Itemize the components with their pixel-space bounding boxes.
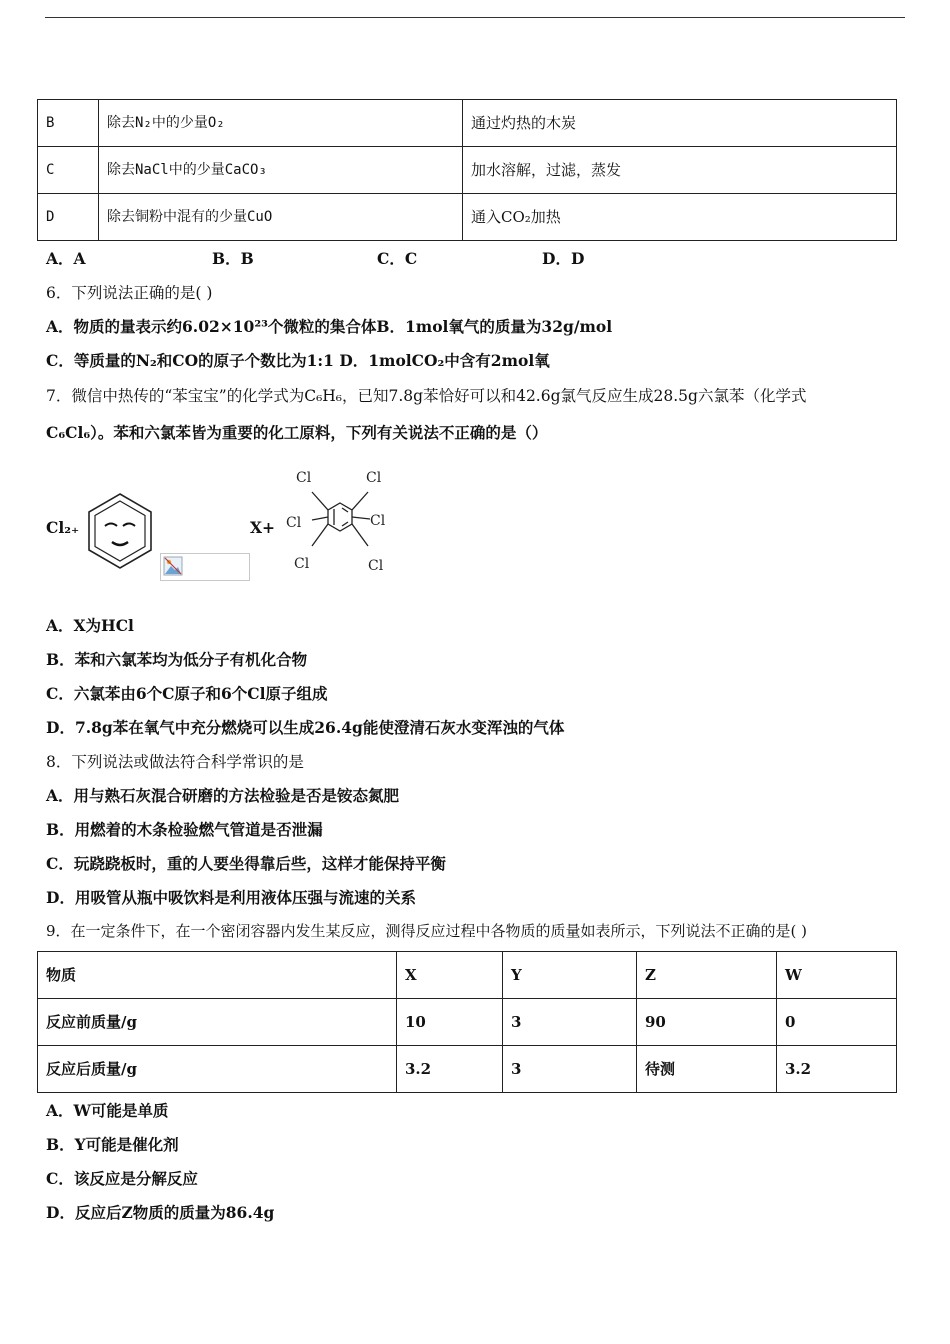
q7-stem-line1: 7．微信中热传的“苯宝宝”的化学式为C₆H₆，已知7.8g苯恰好可以和42.6g氯气反应生成28.5g六氯苯（化学式 [46, 387, 807, 405]
reaction-product-label: X+ [250, 518, 276, 537]
header-cell: Z [637, 952, 777, 999]
table-header-row [38, 952, 897, 999]
hexachlorobenzene-structure [278, 462, 398, 578]
row-purpose: 除去铜粉中混有的少量CuO [99, 194, 463, 241]
table-cell: 反应前质量/g [38, 999, 397, 1046]
row-method: 通入CO₂加热 [463, 194, 897, 241]
row-letter: C [38, 147, 99, 194]
row-method: 加水溶解，过滤，蒸发 [463, 147, 897, 194]
row-letter: B [38, 100, 99, 147]
q5-option-b: B．B [212, 249, 254, 268]
benzene-structure [84, 490, 156, 572]
q9-option-c: C．该反应是分解反应 [46, 1169, 198, 1188]
table-cell: 3 [503, 1046, 637, 1093]
q7-option-c: C．六氯苯由6个C原子和6个Cl原子组成 [46, 684, 328, 703]
reaction-reactant-label: Cl₂₊ [46, 518, 80, 537]
header-cell: Y [503, 952, 637, 999]
table-cell: 3.2 [397, 1046, 503, 1093]
broken-image-placeholder [160, 553, 250, 581]
broken-image-icon [163, 556, 183, 576]
header-cell: W [777, 952, 897, 999]
table-row [38, 194, 897, 241]
table-cell: 待测 [637, 1046, 777, 1093]
table-row [38, 999, 897, 1046]
cl-atom-label: Cl [294, 556, 310, 572]
q7-stem-line2: C₆Cl₆）。苯和六氯苯皆为重要的化工原料，下列有关说法不正确的是（） [46, 423, 548, 442]
row-purpose: 除去N₂中的少量O₂ [99, 100, 463, 147]
q9-option-b: B．Y可能是催化剂 [46, 1135, 179, 1154]
q5-options-table [37, 99, 897, 241]
table-row [38, 147, 897, 194]
cl-atom-label: Cl [296, 470, 312, 486]
q8-option-b: B．用燃着的木条检验燃气管道是否泄漏 [46, 820, 323, 839]
q5-option-a: A．A [46, 249, 86, 268]
q9-option-a: A．W可能是单质 [46, 1101, 169, 1120]
table-cell: 10 [397, 999, 503, 1046]
cl-atom-label: Cl [286, 515, 302, 531]
q5-option-c: C．C [377, 249, 418, 268]
q6-stem: 6．下列说法正确的是( ) [46, 284, 213, 302]
q7-option-a: A．X为HCl [46, 616, 134, 635]
table-row [38, 100, 897, 147]
row-letter: D [38, 194, 99, 241]
q6-options-ab: A．物质的量表示约6.02×10²³个微粒的集合体B．1mol氧气的质量为32g/mol [46, 317, 613, 336]
q7-option-d: D．7.8g苯在氧气中充分燃烧可以生成26.4g能使澄清石灰水变浑浊的气体 [46, 718, 565, 737]
table-cell: 3 [503, 999, 637, 1046]
table-cell: 3.2 [777, 1046, 897, 1093]
q9-mass-table [37, 951, 897, 1093]
q7-option-b: B．苯和六氯苯均为低分子有机化合物 [46, 650, 308, 669]
q8-option-d: D．用吸管从瓶中吸饮料是利用液体压强与流速的关系 [46, 888, 416, 907]
table-cell: 反应后质量/g [38, 1046, 397, 1093]
q9-option-d: D．反应后Z物质的质量为86.4g [46, 1203, 275, 1222]
q8-option-c: C．玩跷跷板时，重的人要坐得靠后些，这样才能保持平衡 [46, 854, 446, 873]
header-cell: X [397, 952, 503, 999]
table-row [38, 1046, 897, 1093]
q9-stem: 9．在一定条件下，在一个密闭容器内发生某反应，测得反应过程中各物质的质量如表所示，下列说法不正确的是( ) [46, 922, 808, 940]
row-purpose: 除去NaCl中的少量CaCO₃ [99, 147, 463, 194]
header-cell: 物质 [38, 952, 397, 999]
table-cell: 90 [637, 999, 777, 1046]
cl-atom-label: Cl [370, 513, 386, 529]
cl-atom-label: Cl [368, 558, 384, 574]
q8-option-a: A．用与熟石灰混合研磨的方法检验是否是铵态氮肥 [46, 786, 400, 805]
row-method: 通过灼热的木炭 [463, 100, 897, 147]
q6-options-cd: C．等质量的N₂和CO的原子个数比为1:1 D．1molCO₂中含有2mol氧 [46, 351, 550, 370]
q5-option-d: D．D [542, 249, 585, 268]
cl-atom-label: Cl [366, 470, 382, 486]
header-rule [45, 17, 905, 18]
q8-stem: 8．下列说法或做法符合科学常识的是 [46, 753, 304, 771]
table-cell: 0 [777, 999, 897, 1046]
